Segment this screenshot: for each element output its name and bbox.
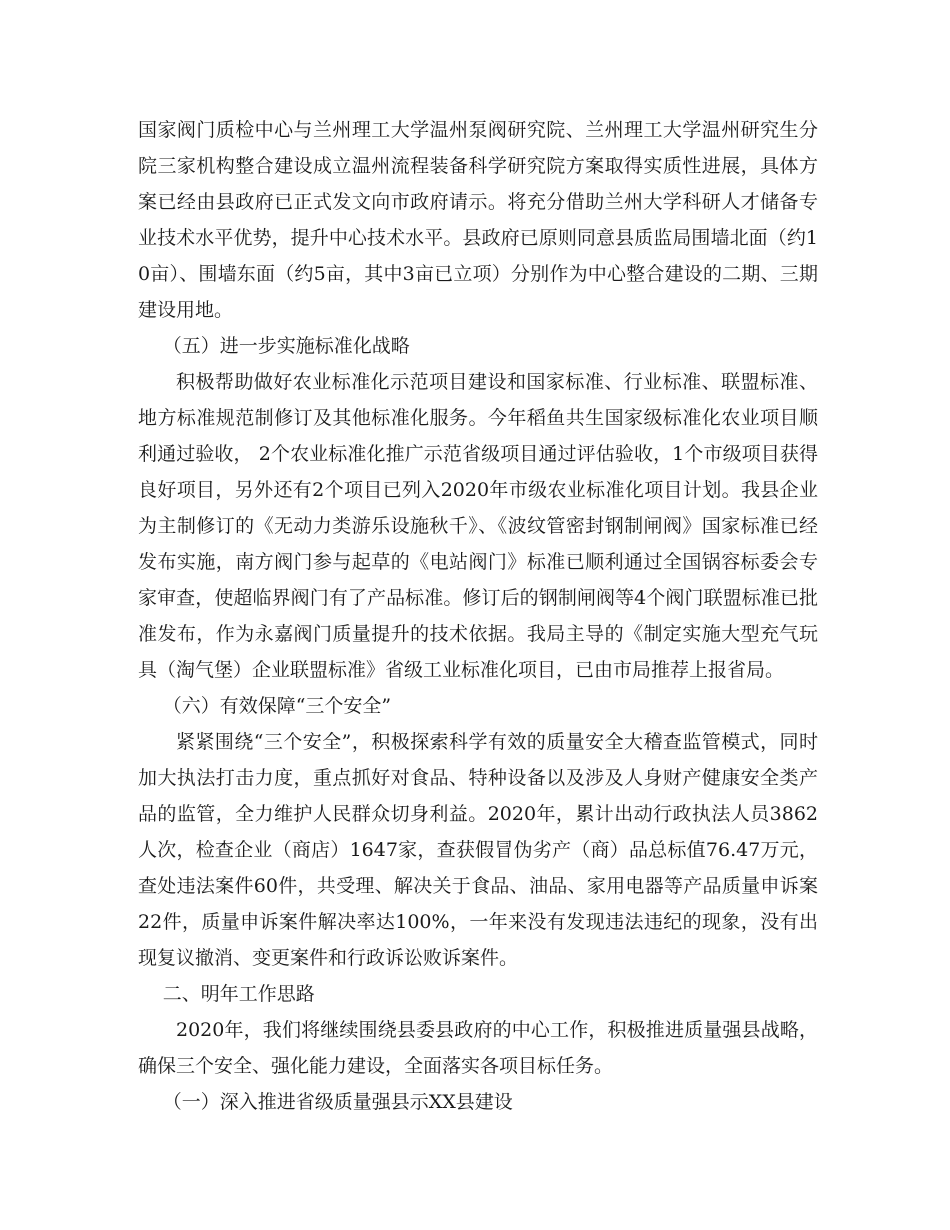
heading-quality-county: （一）深入推进省级质量强县示XX县建设	[162, 1091, 513, 1113]
heading-standardization-strategy: （五）进一步实施标准化战略	[162, 335, 410, 357]
paragraph-next-year-plan: 2020年，我们将继续围绕县委县政府的中心工作，积极推进质量强县战略，确保三个安全、强化能力建设，全面落实各项目标任务。	[138, 1019, 818, 1077]
heading-three-safety: （六）有效保障“三个安全”	[162, 695, 392, 717]
document-page	[138, 112, 818, 1120]
heading-next-year-plan: 二、明年工作思路	[162, 983, 315, 1005]
paragraph-center-integration: 国家阀门质检中心与兰州理工大学温州泵阀研究院、兰州理工大学温州研究生分院三家机构整合建设成立温州流程装备科学研究院方案取得实质性进展，具体方案已经由县政府已正式发文向市政府请示。将充分借助兰州大学科研人才储备专业技术水平优势，提升中心技术水平。县政府已原则同意县质监局围墙北面（约10亩）、围墙东面（约5亩，其中3亩已立项）分别作为中心整合建设的二期、三期建设用地。	[138, 119, 818, 321]
paragraph-standardization: 积极帮助做好农业标准化示范项目建设和国家标准、行业标准、联盟标准、地方标准规范制修订及其他标准化服务。今年稻鱼共生国家级标准化农业项目顺利通过验收， 2个农业标准化推广示范省级项目通过评估验收，1个市级项目获得良好项目，另外还有2个项目已列入2020年市级农业标准化项目计划。我县企业为主制修订的《无动力类游乐设施秋千》、《波纹管密封钢制闸阀》国家标准已经发布实施，南方阀门参与起草的《电站阀门》标准已顺利通过全国锅容标委会专家审查，使超临界阀门有了产品标准。修订后的钢制闸阀等4个阀门联盟标准已批准发布，作为永嘉阀门质量提升的技术依据。我局主导的《制定实施大型充气玩具（淘气堡）企业联盟标准》省级工业标准化项目，已由市局推荐上报省局。	[138, 371, 818, 681]
paragraph-three-safety: 紧紧围绕“三个安全”，积极探索科学有效的质量安全大稽查监管模式，同时加大执法打击力度，重点抓好对食品、特种设备以及涉及人身财产健康安全类产品的监管，全力维护人民群众切身利益。2020年，累计出动行政执法人员3862人次，检查企业（商店）1647家，查获假冒伪劣产（商）品总标值76.47万元，查处违法案件60件，共受理、解决关于食品、油品、家用电器等产品质量申诉案22件，质量申诉案件解决率达100%，一年来没有发现违法违纪的现象，没有出现复议撤消、变更案件和行政诉讼败诉案件。	[138, 731, 818, 969]
